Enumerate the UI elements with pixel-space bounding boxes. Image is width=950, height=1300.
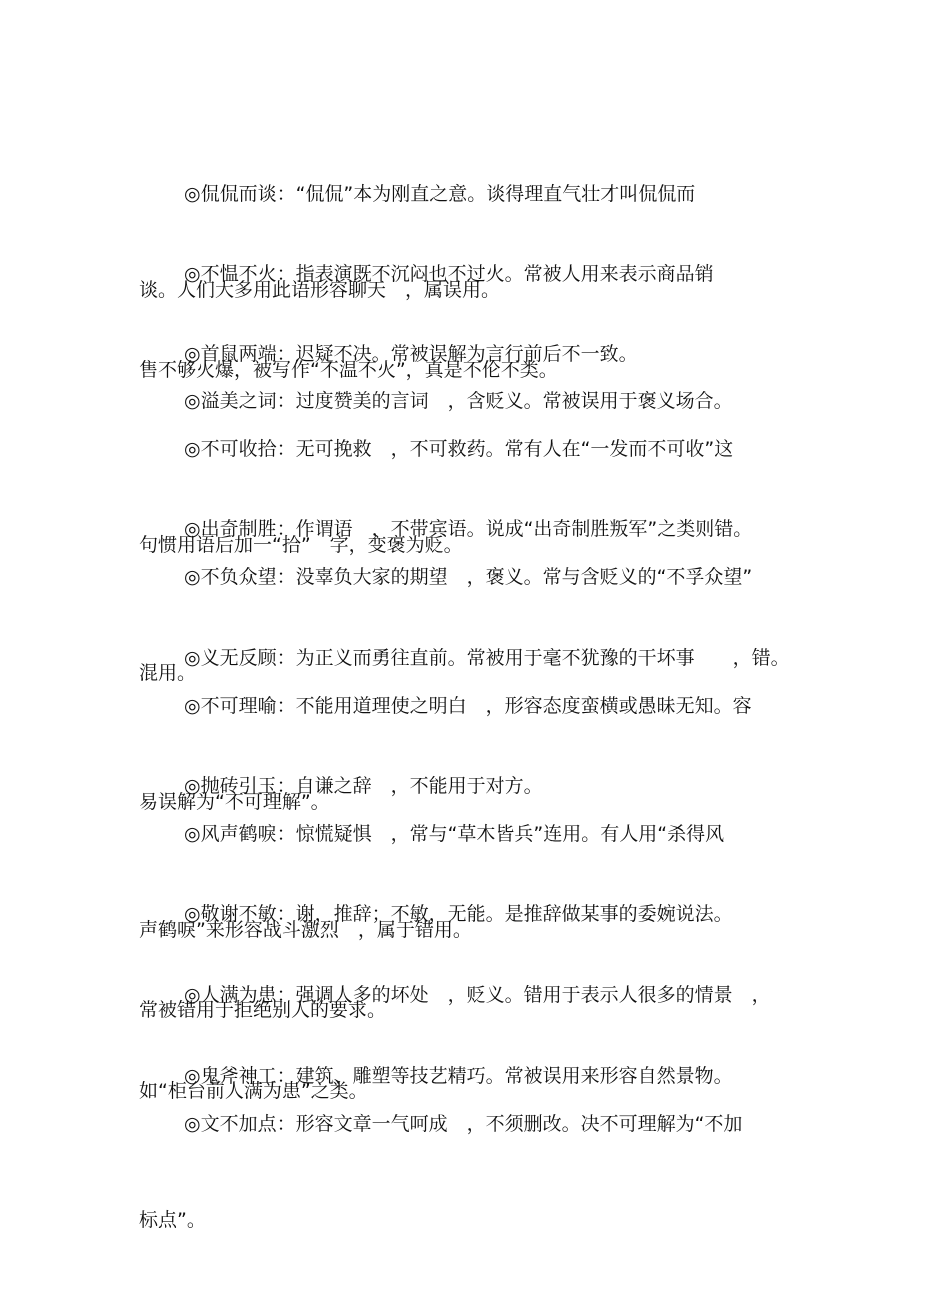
entry-line: ◎首鼠两端：迟疑不决。常被误解为言行前后不一致。 [184, 343, 638, 365]
entry-line: ◎出奇制胜：作谓语 ，不带宾语。说成“出奇制胜叛军”之类则错。 [184, 518, 753, 540]
entry-line: ◎不负众望：没辜负大家的期望 ，褒义。常与含贬义的“不孚众望” [184, 566, 753, 588]
entry-line: ◎溢美之词：过度赞美的言词 ，含贬义。常被误用于褒义场合。 [184, 390, 733, 412]
entry-line: 谈。人们大多用此语形容聊天 ，属误用。 [139, 279, 501, 301]
entry-line: ◎不愠不火：指表演既不沉闷也不过火。常被人用来表示商品销 [184, 263, 714, 285]
entry-line: 售不够火爆，被写作“不温不火”，真是不伦不类。 [139, 359, 558, 381]
entry-line: 句惯用语后加一“拾” 字，变褒为贬。 [139, 534, 463, 556]
entry-line: 声鹤唳”来形容战斗激烈 ，属于错用。 [139, 919, 472, 941]
entry-line: 常被错用于拒绝别人的要求。 [139, 999, 387, 1021]
entry-line: ◎不可理喻：不能用道理使之明白 ，形容态度蛮横或愚昧无知。容 [184, 695, 752, 717]
entry-line: ◎鬼斧神工：建筑、雕塑等技艺精巧。常被误用来形容自然景物。 [184, 1065, 733, 1087]
idiom-entry [139, 1044, 839, 1300]
entry-line: ◎抛砖引玉：自谦之辞 ，不能用于对方。 [184, 775, 543, 797]
entry-line: 混用。 [139, 662, 197, 684]
entry-line: 易误解为“不可理解”。 [139, 791, 330, 813]
entry-line: ◎文不加点：形容文章一气呵成 ，不须删改。决不可理解为“不加 [184, 1113, 743, 1135]
entry-line: ◎敬谢不敏：谢，推辞；不敏，无能。是推辞做某事的委婉说法。 [184, 903, 733, 925]
entry-line: ◎风声鹤唳：惊慌疑惧 ，常与“草木皆兵”连用。有人用“杀得风 [184, 823, 725, 845]
entry-line: ◎不可收拾：无可挽救 ，不可救药。常有人在“一发而不可收”这 [184, 438, 734, 460]
entry-line: ◎侃侃而谈：“侃侃”本为刚直之意。谈得理直气壮才叫侃侃而 [184, 183, 696, 205]
entry-line: ◎人满为患：强调人多的坏处 ，贬义。错用于表示人很多的情景 ， [184, 984, 771, 1006]
entry-line: 标点”。 [139, 1209, 206, 1231]
entry-line: 如“柜台前人满为患”之类。 [139, 1080, 368, 1102]
entry-line: ◎义无反顾：为正义而勇往直前。常被用于毫不犹豫的干坏事 ，错。 [184, 647, 790, 669]
